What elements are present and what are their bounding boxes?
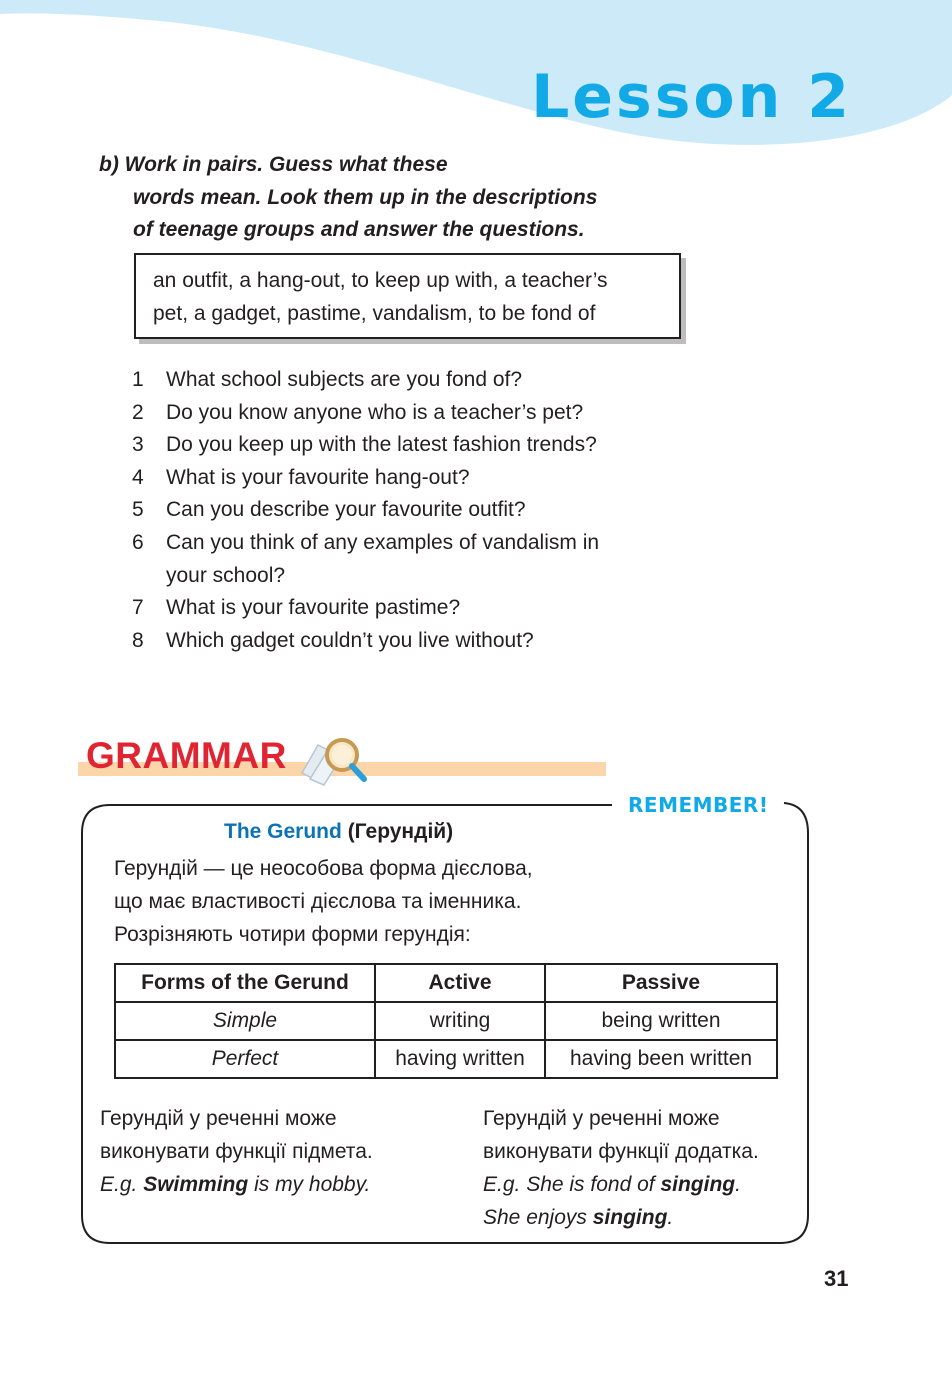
example-line: [100, 1168, 440, 1201]
question-number: 5: [132, 498, 144, 522]
example-end: .: [735, 1173, 741, 1196]
subject-function-note: [100, 1102, 440, 1201]
question-text: Can you describe your favourite outfit?: [166, 498, 526, 522]
page-number: 31: [824, 1266, 849, 1291]
gerund-forms-table: [114, 963, 778, 1079]
gerund-heading-ukrainian: (Герундій): [347, 820, 454, 843]
table-header-row: [115, 964, 777, 1002]
intro-line: Герундій — це неособова форма дієслова,: [114, 857, 533, 880]
grammar-title: GRAMMAR: [86, 735, 287, 776]
question-item: [132, 397, 692, 430]
question-text: What school subjects are you fond of?: [166, 368, 523, 391]
question-text: Do you know anyone who is a teacher’s pet?: [166, 400, 584, 424]
example-gerund: Swimming: [143, 1173, 249, 1196]
example-prefix: E.g.: [100, 1173, 138, 1196]
question-line: your school?: [166, 563, 286, 587]
table-row: [115, 1040, 777, 1078]
question-number: 2: [132, 400, 144, 424]
example-gerund: singing: [592, 1206, 668, 1229]
table-cell: writing: [375, 1002, 545, 1040]
table-header: Passive: [545, 964, 777, 1002]
table-cell: having written: [375, 1040, 545, 1078]
question-item: [132, 527, 692, 592]
example-rest: is my hobby.: [254, 1173, 371, 1196]
note-line: Герундій у реченні може: [100, 1107, 337, 1130]
example-end: .: [667, 1206, 674, 1229]
question-number: 6: [132, 530, 144, 554]
question-item: [132, 462, 692, 495]
question-text: Do you keep up with the latest fashion trends?: [166, 433, 597, 457]
remember-label: REMEMBER!: [628, 793, 769, 817]
lesson-title: Lesson 2: [531, 62, 852, 132]
gerund-heading-english: The Gerund: [224, 820, 342, 843]
question-text: [166, 527, 692, 592]
task-line: b) Work in pairs. Guess what these: [99, 153, 448, 176]
task-line: of teenage groups and answer the questions.: [133, 218, 585, 241]
note-line: виконувати функції підмета.: [100, 1140, 373, 1163]
intro-line: що має властивості дієслова та іменника.: [114, 890, 522, 913]
vocabulary-box: [134, 253, 681, 339]
object-function-note: [483, 1102, 813, 1234]
vocabulary-line: an outfit, a hang-out, to keep up with, a teacher’s: [153, 269, 608, 292]
example-prefix: E.g. She is fond of: [483, 1173, 655, 1196]
question-item: [132, 592, 692, 625]
example-prefix: She enjoys: [483, 1206, 587, 1229]
question-number: 8: [132, 628, 144, 652]
question-number: 1: [132, 368, 144, 391]
vocabulary-line: pet, a gadget, pastime, vandalism, to be fond of: [153, 301, 596, 325]
question-number: 7: [132, 596, 144, 620]
note-line: Герундій у реченні може: [483, 1107, 720, 1130]
example-gerund: singing: [660, 1173, 736, 1196]
table-cell: Simple: [115, 1002, 375, 1040]
table-header: Forms of the Gerund: [115, 964, 375, 1002]
gerund-heading: [224, 820, 453, 844]
table-cell: being written: [545, 1002, 777, 1040]
question-item: [132, 364, 692, 397]
table-header: Active: [375, 964, 545, 1002]
note-line: виконувати функції додатка.: [483, 1140, 759, 1163]
table-cell: Perfect: [115, 1040, 375, 1078]
table-row: [115, 1002, 777, 1040]
question-item: [132, 429, 692, 462]
table-cell: having been written: [545, 1040, 777, 1078]
example-line: [483, 1168, 813, 1201]
question-text: Which gadget couldn’t you live without?: [166, 628, 534, 652]
question-number: 3: [132, 433, 144, 457]
magnifier-icon: [296, 733, 372, 791]
task-instruction: [99, 149, 699, 247]
gerund-intro: [114, 852, 714, 951]
question-text: What is your favourite hang-out?: [166, 465, 470, 489]
question-list: [132, 364, 692, 657]
task-line: words mean. Look them up in the descriptions: [133, 185, 598, 209]
example-line: [483, 1201, 813, 1234]
intro-line: Розрізняють чотири форми герундія:: [114, 923, 471, 946]
question-number: 4: [132, 465, 144, 489]
question-line: Can you think of any examples of vandalism in: [166, 530, 600, 554]
question-item: [132, 494, 692, 527]
question-text: What is your favourite pastime?: [166, 596, 461, 620]
question-item: [132, 625, 692, 658]
